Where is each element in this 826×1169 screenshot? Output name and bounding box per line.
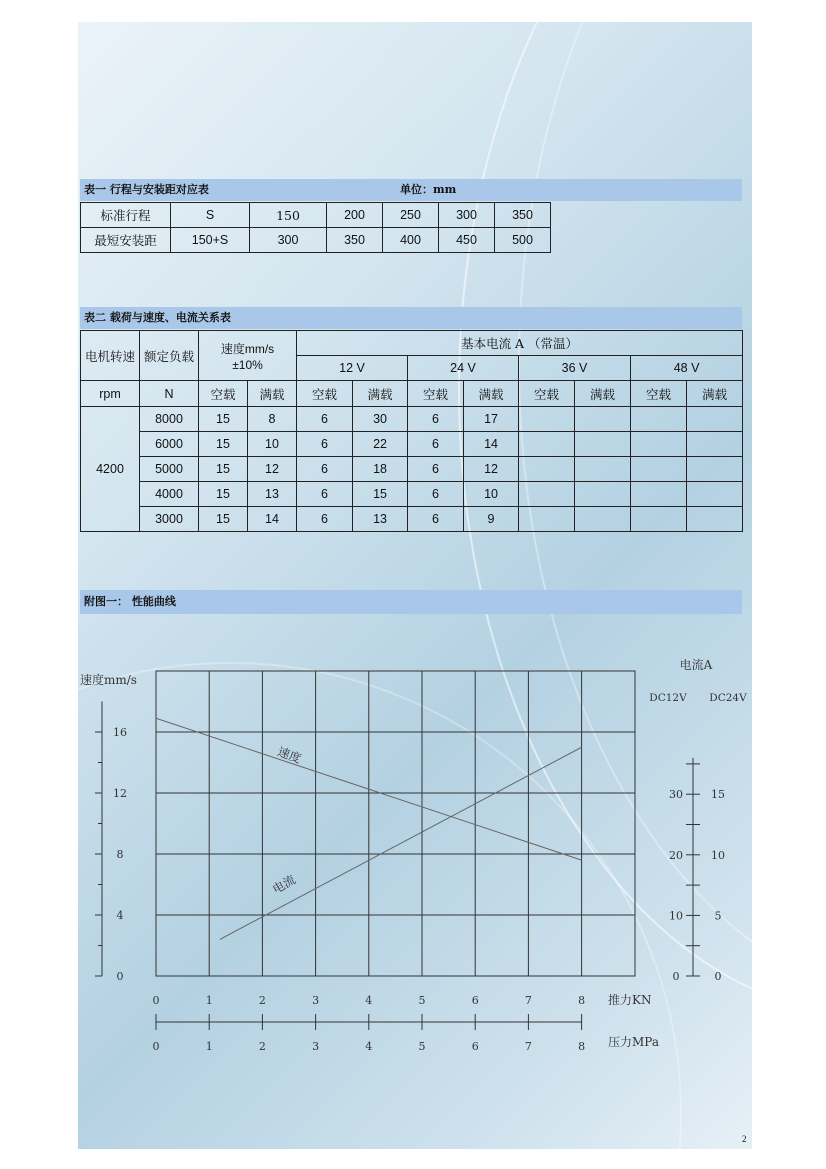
header-full-load: 满载 [353, 381, 408, 407]
current12-tick-label: 20 [669, 848, 683, 862]
table-cell [575, 407, 631, 432]
table-cell: 350 [327, 228, 383, 253]
table-cell: 6 [408, 482, 464, 507]
table-cell: 13 [248, 482, 297, 507]
table-cell: 5000 [140, 457, 199, 482]
table-cell: 6 [297, 432, 353, 457]
table-cell: 15 [199, 457, 248, 482]
table-cell: S [171, 203, 250, 228]
header-full-load: 满载 [248, 381, 297, 407]
rpm-value: 4200 [81, 407, 140, 532]
table-cell: 350 [495, 203, 551, 228]
force-tick-label: 8 [578, 994, 586, 1007]
table-cell: 8 [248, 407, 297, 432]
table-cell [631, 482, 687, 507]
header-speed-line1: 速度mm/s [220, 342, 275, 356]
current12-tick-label: 10 [669, 909, 683, 923]
chart-labels [80, 657, 747, 1053]
table-cell: 6 [297, 407, 353, 432]
table-cell: 250 [383, 203, 439, 228]
table-cell: 15 [199, 407, 248, 432]
table-cell: 6 [408, 432, 464, 457]
unit-rpm: rpm [81, 381, 140, 407]
header-speed-line2: ±10% [232, 358, 263, 372]
header-no-load: 空载 [519, 381, 575, 407]
current24-axis-title: DC24V [709, 692, 747, 704]
table-cell: 9 [464, 507, 519, 532]
force-tick-label: 3 [312, 994, 320, 1007]
speed-axis-title: 速度mm/s [80, 673, 137, 687]
header-full-load: 满载 [687, 381, 743, 407]
table-cell: 13 [353, 507, 408, 532]
table-cell: 17 [464, 407, 519, 432]
table-cell [631, 407, 687, 432]
table-cell: 12 [248, 457, 297, 482]
force-tick-label: 2 [258, 994, 266, 1007]
table-cell: 4000 [140, 482, 199, 507]
table-cell: 300 [250, 228, 327, 253]
header-speed [199, 331, 297, 381]
speed-tick-label: 16 [113, 726, 127, 739]
grid-frame [156, 671, 635, 976]
header-no-load: 空载 [408, 381, 464, 407]
current24-tick-label: 15 [711, 788, 725, 802]
table-cell: 14 [464, 432, 519, 457]
table2-heading: 表二 载荷与速度、电流关系表 [84, 311, 231, 324]
unit-n: N [140, 381, 199, 407]
table-cell: 10 [248, 432, 297, 457]
table-cell [575, 507, 631, 532]
speed-series-label: 速度 [275, 744, 304, 766]
current12-tick-label: 30 [669, 788, 683, 802]
speed-tick-label: 8 [116, 848, 124, 861]
table-cell: 15 [199, 482, 248, 507]
table2-body [81, 407, 743, 532]
current12-axis-title: DC12V [649, 692, 687, 704]
header-no-load: 空载 [297, 381, 353, 407]
table1 [80, 202, 551, 253]
table2 [80, 330, 743, 532]
table-cell: 6 [408, 407, 464, 432]
speed-tick-label: 0 [116, 970, 124, 983]
current24-tick-label: 10 [711, 848, 725, 862]
figure1-header-bar [80, 590, 742, 614]
table-cell: 15 [353, 482, 408, 507]
table-cell: 500 [495, 228, 551, 253]
pressure-tick-label: 3 [312, 1040, 320, 1053]
table-cell [575, 457, 631, 482]
table2-header-bar [80, 307, 742, 329]
table-cell: 14 [248, 507, 297, 532]
header-voltage: 24 V [408, 356, 519, 381]
table-cell [519, 457, 575, 482]
table-cell: 6 [297, 457, 353, 482]
table-cell: 150 [250, 203, 327, 228]
table-row [81, 457, 743, 482]
speed-tick-label: 4 [116, 909, 124, 922]
table-cell [631, 507, 687, 532]
table-cell: 10 [464, 482, 519, 507]
table1-heading: 表一 行程与安装距对应表 [84, 183, 209, 196]
force-tick-label: 0 [152, 994, 160, 1007]
pressure-tick-label: 5 [418, 1040, 426, 1053]
table-cell: 450 [439, 228, 495, 253]
header-full-load: 满载 [575, 381, 631, 407]
page-number: 2 [742, 1134, 747, 1144]
table-cell: 200 [327, 203, 383, 228]
table-cell: 300 [439, 203, 495, 228]
header-voltage: 36 V [519, 356, 631, 381]
table-cell: 6000 [140, 432, 199, 457]
force-tick-label: 5 [418, 994, 426, 1007]
current-series-label: 电流 [270, 872, 298, 897]
table-cell [687, 407, 743, 432]
table-row [81, 507, 743, 532]
table-cell: 15 [199, 432, 248, 457]
table1-unit: 单位：mm [400, 183, 457, 196]
table-cell [687, 507, 743, 532]
current12-tick-label: 0 [672, 970, 680, 983]
header-full-load: 满载 [464, 381, 519, 407]
table-cell: 30 [353, 407, 408, 432]
chart-grid [156, 671, 635, 976]
performance-chart [78, 640, 752, 1070]
current-series-line [220, 747, 582, 939]
table-cell: 3000 [140, 507, 199, 532]
table-cell: 18 [353, 457, 408, 482]
pressure-tick-label: 4 [365, 1040, 373, 1053]
header-no-load: 空载 [631, 381, 687, 407]
table-cell [519, 507, 575, 532]
header-motor-speed: 电机转速 [81, 331, 140, 381]
table-cell: 6 [297, 482, 353, 507]
figure1-heading: 附图一： 性能曲线 [84, 595, 176, 608]
force-tick-label: 1 [205, 994, 213, 1007]
table-cell [687, 457, 743, 482]
table-cell: 12 [464, 457, 519, 482]
table-row [81, 228, 551, 253]
pressure-tick-label: 8 [578, 1040, 586, 1053]
table-cell: 6 [408, 457, 464, 482]
pressure-tick-label: 6 [471, 1040, 479, 1053]
force-tick-label: 7 [524, 994, 532, 1007]
table-row [81, 203, 551, 228]
table-cell [519, 482, 575, 507]
pressure-tick-label: 7 [524, 1040, 532, 1053]
force-axis-title: 推力KN [608, 993, 652, 1007]
header-voltage: 48 V [631, 356, 743, 381]
table-cell [519, 432, 575, 457]
header-rated-load: 额定负载 [140, 331, 199, 381]
table-cell: 150+S [171, 228, 250, 253]
pressure-tick-label: 0 [152, 1040, 160, 1053]
table1-header-bar [80, 179, 742, 201]
header-no-load: 空载 [199, 381, 248, 407]
table-cell: 15 [199, 507, 248, 532]
table-cell: 6 [408, 507, 464, 532]
header-voltage: 12 V [297, 356, 408, 381]
pressure-axis-title: 压力MPa [608, 1035, 659, 1049]
table-cell: 400 [383, 228, 439, 253]
table-row [81, 482, 743, 507]
current-axis-title: 电流A [679, 658, 713, 672]
table-row [81, 407, 743, 432]
table-row [81, 432, 743, 457]
table-cell: 6 [297, 507, 353, 532]
force-tick-label: 6 [471, 994, 479, 1007]
table-cell: 标准行程 [81, 203, 171, 228]
table-cell [575, 482, 631, 507]
table-cell [631, 432, 687, 457]
table-cell: 8000 [140, 407, 199, 432]
table-cell [631, 457, 687, 482]
chart-axes [95, 702, 700, 1031]
current24-tick-label: 0 [714, 970, 722, 983]
table-cell: 22 [353, 432, 408, 457]
header-current: 基本电流 A （常温） [297, 331, 743, 356]
table-cell: 最短安装距 [81, 228, 171, 253]
force-tick-label: 4 [365, 994, 373, 1007]
table-cell [687, 432, 743, 457]
table-cell [519, 407, 575, 432]
table-cell [687, 482, 743, 507]
current24-tick-label: 5 [714, 909, 722, 923]
pressure-tick-label: 2 [258, 1040, 266, 1053]
speed-tick-label: 12 [113, 787, 127, 800]
pressure-tick-label: 1 [205, 1040, 213, 1053]
table-cell [575, 432, 631, 457]
table-row [81, 381, 743, 407]
table-row [81, 331, 743, 356]
